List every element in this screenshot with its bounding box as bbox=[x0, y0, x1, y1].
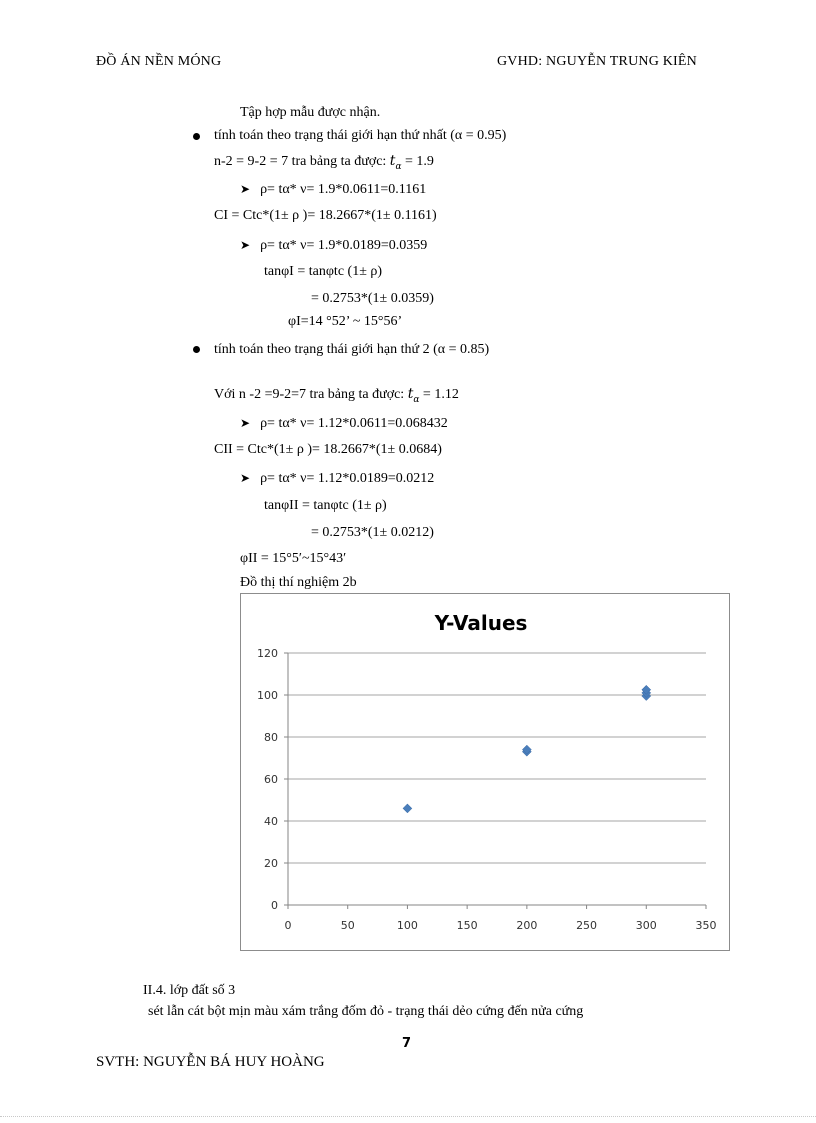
arrow-icon: ➤ bbox=[240, 471, 251, 485]
x-tick-label: 200 bbox=[516, 919, 538, 932]
text-part: = 1.12 bbox=[422, 387, 459, 402]
x-tick-label: 0 bbox=[284, 919, 292, 932]
formula: tanφII = tanφtc (1± ρ) bbox=[264, 498, 387, 513]
formula: tanφI = tanφtc (1± ρ) bbox=[264, 264, 383, 279]
y-tick-label: 80 bbox=[264, 731, 278, 744]
formula: = 0.2753*(1± 0.0212) bbox=[311, 525, 434, 540]
chart-caption: Đồ thị thí nghiệm 2b bbox=[240, 575, 357, 590]
bullet-text: tính toán theo trạng thái giới hạn thứ nhất (α = 0.95) bbox=[214, 128, 507, 143]
text-line bbox=[240, 180, 426, 199]
y-tick-label: 60 bbox=[264, 773, 278, 786]
section-heading: II.4. lớp đất số 3 bbox=[143, 983, 236, 998]
header-left: ĐỒ ÁN NỀN MÓNG bbox=[96, 54, 222, 69]
data-point bbox=[403, 804, 412, 813]
text-line: Tập hợp mẫu được nhận. bbox=[240, 105, 381, 120]
text-line bbox=[214, 152, 434, 176]
page-divider bbox=[0, 1116, 816, 1117]
formula: ρ= tα* ν= 1.9*0.0611=0.1161 bbox=[260, 182, 427, 197]
formula: ρ= tα* ν= 1.9*0.0189=0.0359 bbox=[260, 238, 428, 253]
section-text: sét lẫn cát bột mịn màu xám trắng đốm đỏ - trạng thái dẻo cứng đến nửa cứng bbox=[148, 1004, 584, 1019]
chart-container bbox=[240, 593, 730, 951]
t-alpha-symbol: $t_\alpha$ bbox=[389, 153, 402, 172]
y-tick-label: 20 bbox=[264, 857, 278, 870]
bullet-icon bbox=[193, 133, 200, 140]
x-tick-label: 100 bbox=[396, 919, 418, 932]
text-line bbox=[240, 469, 434, 488]
arrow-icon: ➤ bbox=[240, 182, 251, 196]
formula: ρ= tα* ν= 1.12*0.0189=0.0212 bbox=[260, 471, 435, 486]
x-tick-label: 250 bbox=[576, 919, 598, 932]
t-alpha-symbol: $t_\alpha$ bbox=[407, 386, 420, 405]
x-tick-label: 150 bbox=[456, 919, 478, 932]
bullet-icon bbox=[193, 346, 200, 353]
y-tick-label: 120 bbox=[257, 647, 278, 660]
text-line bbox=[240, 414, 448, 433]
formula: φII = 15°5′~15°43′ bbox=[240, 551, 347, 566]
arrow-icon: ➤ bbox=[240, 238, 251, 252]
x-tick-label: 300 bbox=[635, 919, 657, 932]
formula: CI = Ctc*(1± ρ )= 18.2667*(1± 0.1161) bbox=[214, 208, 437, 223]
text-line bbox=[240, 236, 427, 255]
footer-author: SVTH: NGUYỄN BÁ HUY HOÀNG bbox=[96, 1054, 325, 1070]
y-tick-label: 0 bbox=[271, 899, 278, 912]
y-tick-label: 100 bbox=[257, 689, 278, 702]
text-line bbox=[214, 385, 459, 409]
formula: ρ= tα* ν= 1.12*0.0611=0.068432 bbox=[260, 416, 448, 431]
scatter-chart bbox=[241, 594, 729, 950]
chart-title: Y-Values bbox=[434, 611, 528, 635]
text-part: = 1.9 bbox=[405, 154, 434, 169]
formula: = 0.2753*(1± 0.0359) bbox=[311, 291, 434, 306]
bullet-text: tính toán theo trạng thái giới hạn thứ 2 (α = 0.85) bbox=[214, 342, 490, 357]
header-right: GVHD: NGUYỄN TRUNG KIÊN bbox=[497, 54, 697, 69]
x-tick-label: 350 bbox=[695, 919, 717, 932]
text-part: Với n -2 =9-2=7 tra bảng ta được: bbox=[214, 387, 405, 402]
x-tick-label: 50 bbox=[340, 919, 355, 932]
arrow-icon: ➤ bbox=[240, 416, 251, 430]
text-part: n-2 = 9-2 = 7 tra bảng ta được: bbox=[214, 154, 387, 169]
page-number: 7 bbox=[402, 1036, 412, 1051]
y-tick-label: 40 bbox=[264, 815, 278, 828]
formula: CII = Ctc*(1± ρ )= 18.2667*(1± 0.0684) bbox=[214, 442, 442, 457]
formula: φI=14 °52’ ~ 15°56’ bbox=[288, 314, 403, 329]
